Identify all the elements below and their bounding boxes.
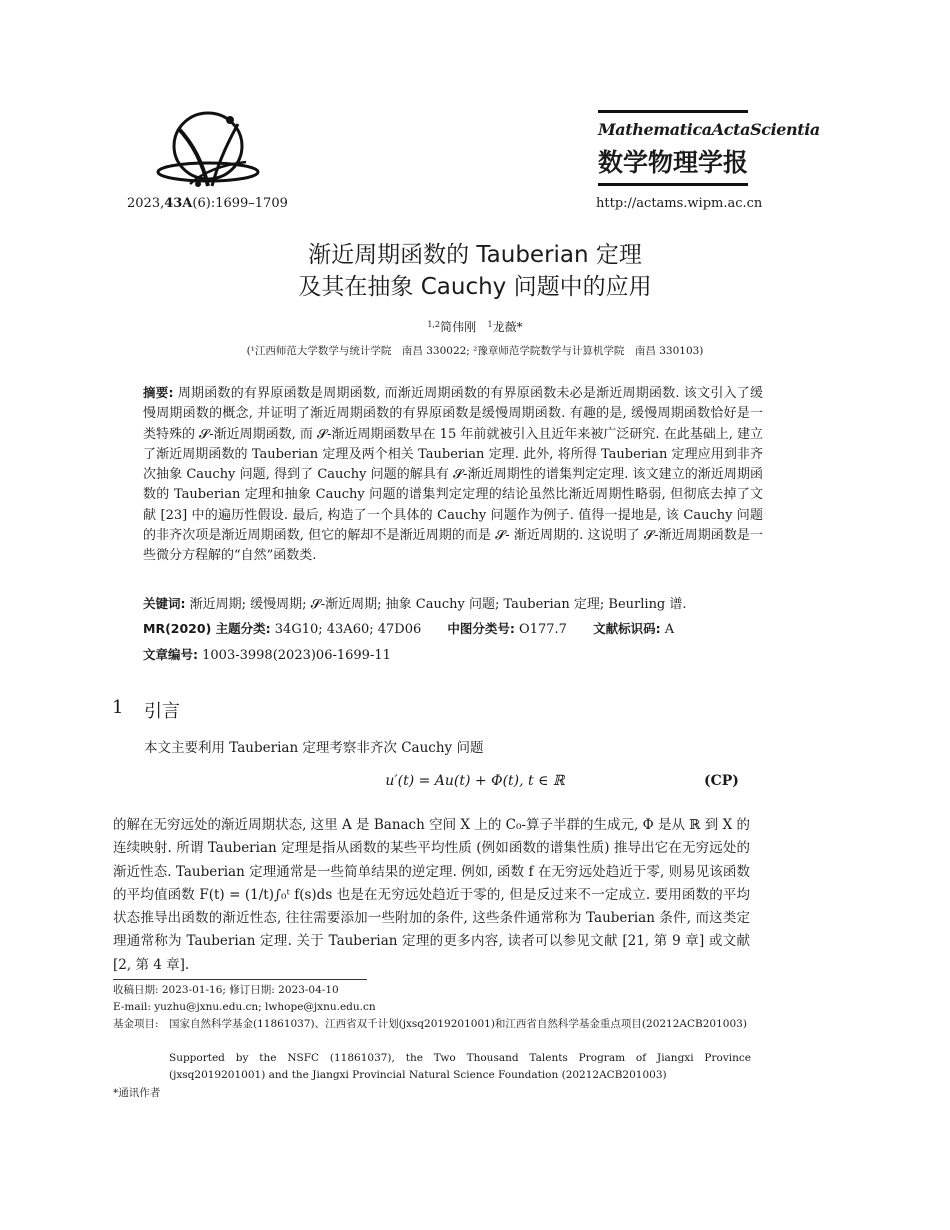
author-1-affiliation-mark: 1,2: [427, 320, 441, 329]
journal-latin-name: MathematicaActaScientia: [598, 120, 820, 139]
mr-value: 34G10; 43A60; 47D06: [274, 622, 422, 637]
section-title: 引言: [144, 701, 180, 722]
section-body-paragraph: 的解在无穷远处的渐近周期状态, 这里 A 是 Banach 空间 X 上的 C₀-算子半群的生成元, Φ 是从 ℝ 到 X 的连续映射. 所谓 Tauberian 定理是指从函数的某些平均性质 (例如函数的谱集性质) 推导出它在无穷远处的渐近性态. Tauberian 定理通常是一些简单结果的逆定理. 例如, 函数 f 在无穷远处趋近于零, 则易见该函数的平均值函数 F(t) = (1/t)∫₀ᵗ f(s)ds 也是在无穷远处趋近于零的, 但是反过来不一定成立. 要用函数的平均状态推导出函数的渐近性态, 往往需要添加一些附加的条件, 这些条件通常称为 Tauberian 条件, 而这类定理通常称为 Tauberian 定理. 关于 Tauberian 定理的更多内容, 读者可以参见文献 [21, 第 9 章] 或文献 [2, 第 4 章].: [113, 817, 750, 973]
journal-url[interactable]: http://actams.wipm.ac.cn: [596, 196, 763, 211]
clc-label: 中图分类号:: [447, 621, 515, 636]
footnote-corresponding-author: *通讯作者: [113, 1087, 161, 1099]
classification-line: [143, 619, 783, 637]
clc-value: O177.7: [519, 622, 567, 637]
abstract-label: 摘要:: [143, 385, 174, 400]
keywords: [143, 593, 763, 612]
intro-sentence: 本文主要利用 Tauberian 定理考察非齐次 Cauchy 问题: [144, 740, 484, 756]
author-2-name: 龙薇*: [492, 320, 523, 334]
doc-code-value: A: [664, 622, 675, 637]
author-1-name: 简伟刚: [440, 320, 477, 334]
article-number: [143, 645, 391, 663]
funding-chinese: 国家自然科学基金(11861037)、江西省双千计划(jxsq2019201001)和江西省自然科学基金重点项目(20212ACB201003): [169, 1018, 747, 1030]
funding-label: 基金项目:: [113, 1018, 159, 1030]
article-number-label: 文章编号:: [143, 647, 198, 662]
abstract: [143, 383, 763, 567]
journal-logo: [598, 110, 820, 188]
doc-code-label: 文献标识码:: [593, 621, 661, 636]
journal-chinese-name: 数学物理学报: [598, 148, 749, 177]
mr-label: MR(2020) 主题分类:: [143, 621, 271, 636]
author-list: [0, 318, 950, 335]
abstract-text: 周期函数的有界原函数是周期函数, 而渐近周期函数的有界原函数未必是渐近周期函数. 该文引入了缓慢周期函数的概念, 并证明了渐近周期函数的有界原函数是缓慢周期函数. 有趣的是, 缓慢周期函数恰好是一类特殊的 𝓢-渐近周期函数, 而 𝓢-渐近周期函数早在 15 年前就被引入且近年来被广泛研究. 在此基础上, 建立了渐近周期函数的 Tauberian 定理及两个相关 Tauberian 定理. 此外, 将所得 Tauberian 定理应用到非齐次抽象 Cauchy 问题, 得到了 Cauchy 问题的解具有 𝓢-渐近周期性的谱集判定定理. 该文建立的渐近周期函数的 Tauberian 定理和抽象 Cauchy 问题的谱集判定定理的结论虽然比渐近周期性略弱, 但彻底去掉了文献 [23] 中的遍历性假设. 最后, 构造了一个具体的 Cauchy 问题作为例子. 值得一提地是, 该 Cauchy 问题的非齐次项是渐近周期函数, 但它的解却不是渐近周期的而是 𝓢- 渐近周期的. 这说明了 𝓢-渐近周期函数是一些微分方程解的“自然”函数类.: [143, 386, 764, 564]
journal-emblem-icon: [150, 106, 262, 190]
funding-english: Supported by the NSFC (11861037), the Two Thousand Talents Program of Jiangxi Province (jxsq2019201001) and the Jiangxi Provincial Natural Science Foundation (20212ACB201003): [169, 1052, 751, 1081]
article-number-value: 1003-3998(2023)06-1699-11: [202, 648, 391, 663]
footnote-dates: 收稿日期: 2023-01-16; 修订日期: 2023-04-10: [113, 984, 339, 996]
paper-title-line-2: 及其在抽象 Cauchy 问题中的应用: [298, 274, 652, 300]
footnote-email: E-mail: yuzhu@jxnu.edu.cn; lwhope@jxnu.edu.cn: [113, 1001, 376, 1013]
keywords-text: 渐近周期; 缓慢周期; 𝓢-渐近周期; 抽象 Cauchy 问题; Tauberian 定理; Beurling 谱.: [189, 597, 687, 612]
footnote-divider: [113, 979, 367, 980]
equation-tag: (CP): [704, 773, 739, 789]
keywords-label: 关键词:: [143, 596, 186, 611]
citation-info: 2023,43A(6):1699–1709: [127, 196, 288, 211]
affiliations: (¹江西师范大学数学与统计学院 南昌 330022; ²豫章师范学院数学与计算机学院 南昌 330103): [246, 345, 704, 357]
author-2-affiliation-mark: 1: [487, 320, 493, 329]
equation-cp: u′(t) = Au(t) + Φ(t), t ∈ ℝ: [385, 773, 565, 789]
paper-title-line-1: 渐近周期函数的 Tauberian 定理: [308, 242, 642, 268]
section-number: 1: [112, 697, 124, 718]
